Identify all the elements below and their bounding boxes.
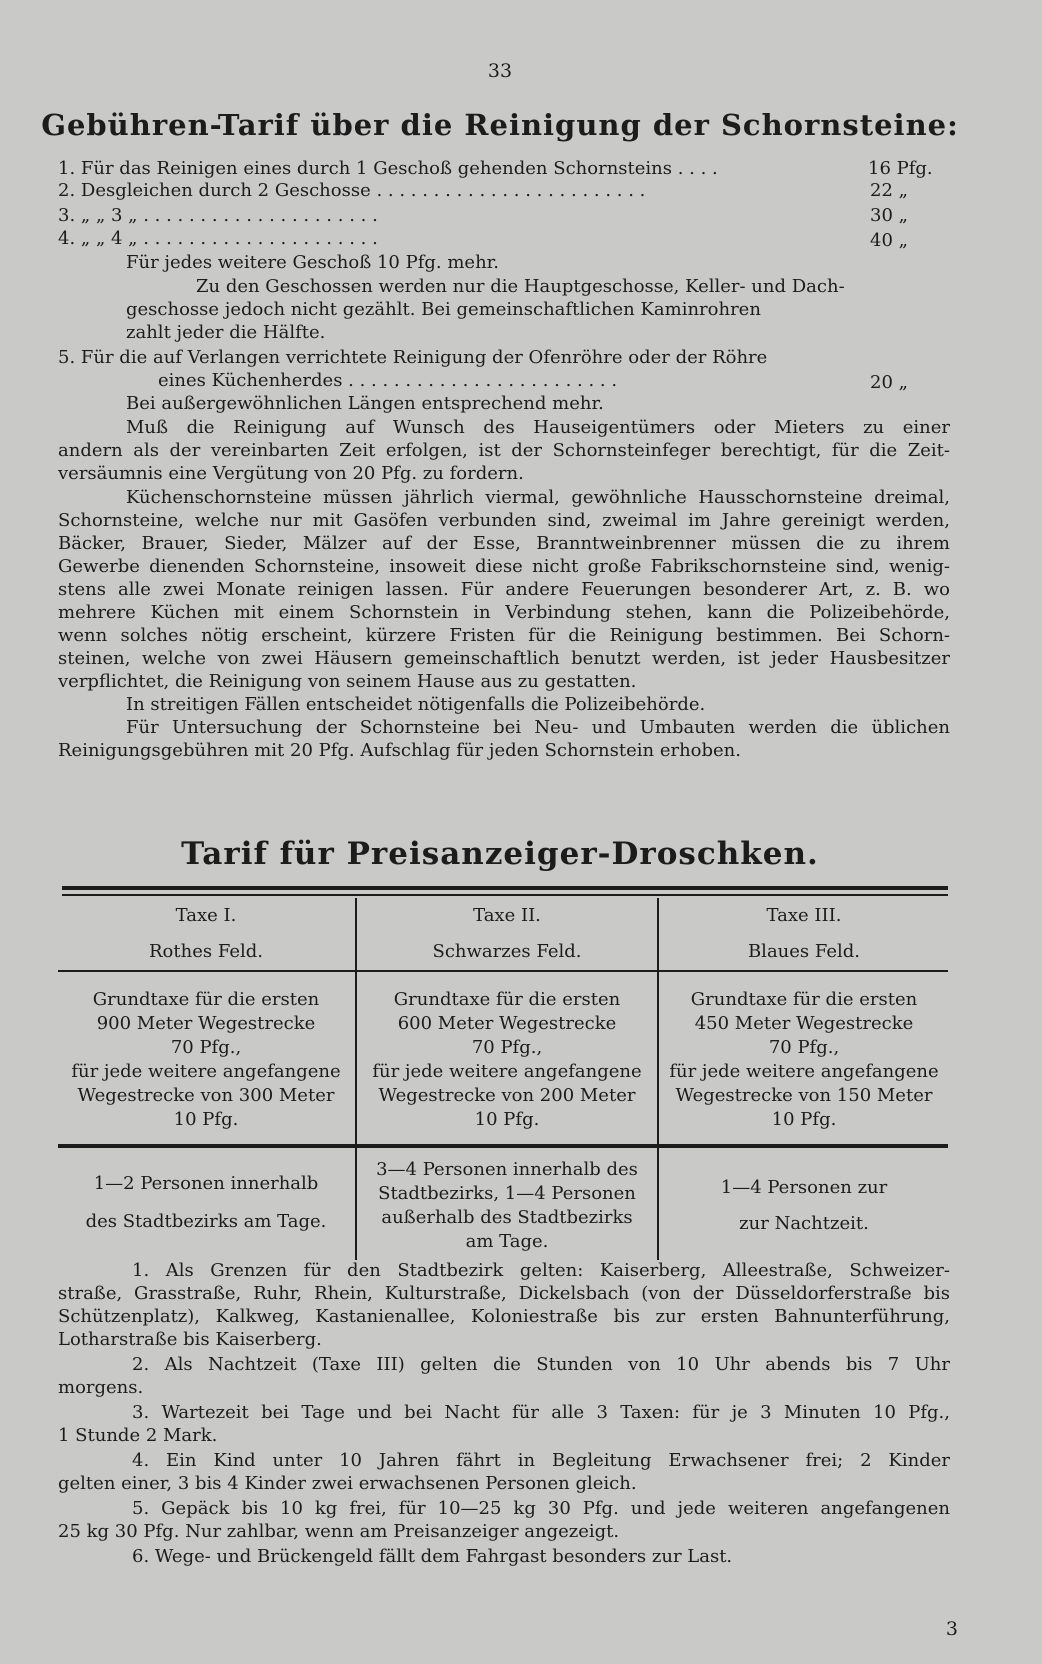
- personen-3-line-2: zur Nachtzeit.: [739, 1213, 869, 1234]
- table-middle-rule: [58, 1144, 948, 1148]
- personen-2-line-3: außerhalb des Stadtbezirks: [381, 1207, 633, 1228]
- note-1-line-1: 1. Als Grenzen für den Stadtbezirk gelten: Kaiserberg, Alleestraße, Schweizer-: [132, 1260, 950, 1281]
- grundtaxe-2-line-2: 600 Meter Wegestrecke: [397, 1013, 617, 1034]
- tarif-note-line-1: Zu den Geschossen werden nur die Hauptgeschosse, Keller- und Dach-: [196, 276, 845, 297]
- header-feld-3: Blaues Feld.: [747, 941, 861, 962]
- tarif-item-4: 4. „ „ 4 „ . . . . . . . . . . . . . . . . . . . . .: [58, 228, 378, 249]
- para-2-line-5: stens alle zwei Monate reinigen lassen. Für andere Feuerungen besonderer Art, z. B. wo: [58, 579, 950, 600]
- grundtaxe-1-line-3: 70 Pfg.,: [170, 1037, 242, 1058]
- grundtaxe-2-line-4: für jede weitere angefangene: [372, 1061, 642, 1082]
- personen-1-line-1: 1—2 Personen innerhalb: [93, 1173, 319, 1194]
- tarif-item-5: 5. Für die auf Verlangen verrichtete Reinigung der Ofenröhre oder der Röhre: [58, 347, 768, 368]
- note-2-line-2: morgens.: [58, 1377, 144, 1398]
- note-3-line-1: 3. Wartezeit bei Tage und bei Nacht für alle 3 Taxen: für je 3 Minuten 10 Pfg.,: [132, 1402, 950, 1423]
- tarif-item-5-note: Bei außergewöhnlichen Längen entsprechend mehr.: [126, 393, 604, 414]
- tarif-note-line-3: zahlt jeder die Hälfte.: [126, 322, 326, 343]
- para-4-line-1: Für Untersuchung der Schornsteine bei Neu- und Umbauten werden die üblichen: [126, 717, 950, 738]
- para-3-line-1: In streitigen Fällen entscheidet nötigenfalls die Polizeibehörde.: [126, 694, 706, 715]
- tarif-price-2: 22 „: [870, 180, 908, 201]
- note-4-line-2: gelten einer, 3 bis 4 Kinder zwei erwachsenen Personen gleich.: [58, 1473, 637, 1494]
- table-top-rule: [62, 886, 948, 890]
- title-droschken-tarif: Tarif für Preisanzeiger-Droschken.: [181, 836, 819, 872]
- personen-3-line-1: 1—4 Personen zur: [720, 1177, 888, 1198]
- note-3-line-2: 1 Stunde 2 Mark.: [58, 1425, 218, 1446]
- grundtaxe-2-line-5: Wegestrecke von 200 Meter: [378, 1085, 636, 1106]
- grundtaxe-1-line-5: Wegestrecke von 300 Meter: [77, 1085, 335, 1106]
- grundtaxe-1-line-1: Grundtaxe für die ersten: [92, 989, 320, 1010]
- para-2-line-3: Bäcker, Brauer, Sieder, Mälzer auf der Esse, Branntweinbrenner müssen die zu ihrem: [58, 533, 950, 554]
- tarif-price-5: 20 „: [870, 372, 908, 393]
- note-5-line-2: 25 kg 30 Pfg. Nur zahlbar, wenn am Preisanzeiger angezeigt.: [58, 1521, 620, 1542]
- tarif-item-2: 2. Desgleichen durch 2 Geschosse . . . . . . . . . . . . . . . . . . . . . . . .: [58, 180, 646, 201]
- tarif-price-1: 16 Pfg.: [868, 158, 933, 179]
- header-feld-2: Schwarzes Feld.: [432, 941, 582, 962]
- footer-number: 3: [945, 1618, 958, 1640]
- note-4-line-1: 4. Ein Kind unter 10 Jahren fährt in Begleitung Erwachsener frei; 2 Kinder: [132, 1450, 950, 1471]
- header-taxe-3: Taxe III.: [766, 905, 842, 926]
- personen-2-line-1: 3—4 Personen innerhalb des: [376, 1159, 638, 1180]
- note-1-line-2: straße, Grasstraße, Ruhr, Rhein, Kulturstraße, Dickelsbach (von der Düsseldorferstraße bis: [58, 1283, 950, 1304]
- table-header-rule: [58, 970, 948, 972]
- para-2-line-2: Schornsteine, welche nur mit Gasöfen verbunden sind, zweimal im Jahre gereinigt werden,: [58, 510, 950, 531]
- para-2-line-8: steinen, welche von zwei Häusern gemeinschaftlich benutzt werden, ist jeder Hausbesitzer: [58, 648, 950, 669]
- header-taxe-2: Taxe II.: [473, 905, 541, 926]
- grundtaxe-1-line-6: 10 Pfg.: [173, 1109, 239, 1130]
- grundtaxe-2-line-3: 70 Pfg.,: [471, 1037, 543, 1058]
- note-5-line-1: 5. Gepäck bis 10 kg frei, für 10—25 kg 30 Pfg. und jede weiteren angefangenen: [132, 1498, 950, 1519]
- title-schornstein-tarif: Gebühren-Tarif über die Reinigung der Schornsteine:: [41, 108, 959, 142]
- note-1-line-3: Schützenplatz), Kalkweg, Kastanienallee, Koloniestraße bis zur ersten Bahnunterführung,: [58, 1306, 950, 1327]
- note-2-line-1: 2. Als Nachtzeit (Taxe III) gelten die Stunden von 10 Uhr abends bis 7 Uhr: [132, 1354, 950, 1375]
- grundtaxe-3-line-4: für jede weitere angefangene: [669, 1061, 939, 1082]
- tarif-jedes: Für jedes weitere Geschoß 10 Pfg. mehr.: [126, 252, 500, 273]
- header-taxe-1: Taxe I.: [175, 905, 237, 926]
- grundtaxe-3-line-6: 10 Pfg.: [771, 1109, 837, 1130]
- personen-2-line-2: Stadtbezirks, 1—4 Personen: [378, 1183, 636, 1204]
- tarif-item-3: 3. „ „ 3 „ . . . . . . . . . . . . . . . . . . . . .: [58, 205, 378, 226]
- grundtaxe-1-line-4: für jede weitere angefangene: [71, 1061, 341, 1082]
- para-1-line-2: andern als der vereinbarten Zeit erfolgen, ist der Schornsteinfeger berechtigt, für die Zeit-: [58, 440, 950, 461]
- grundtaxe-3-line-5: Wegestrecke von 150 Meter: [675, 1085, 933, 1106]
- para-1-line-1: Muß die Reinigung auf Wunsch des Hauseigentümers oder Mieters zu einer: [126, 417, 950, 438]
- grundtaxe-2-line-6: 10 Pfg.: [474, 1109, 540, 1130]
- header-feld-1: Rothes Feld.: [149, 941, 263, 962]
- para-2-line-1: Küchenschornsteine müssen jährlich viermal, gewöhnliche Hausschornsteine dreimal,: [126, 487, 950, 508]
- para-4-line-2: Reinigungsgebühren mit 20 Pfg. Aufschlag für jeden Schornstein erhoben.: [58, 740, 741, 761]
- grundtaxe-2-line-1: Grundtaxe für die ersten: [393, 989, 621, 1010]
- personen-2-line-4: am Tage.: [465, 1231, 549, 1252]
- grundtaxe-3-line-2: 450 Meter Wegestrecke: [694, 1013, 914, 1034]
- tarif-item-1: 1. Für das Reinigen eines durch 1 Geschoß gehenden Schornsteins . . . .: [58, 158, 718, 179]
- grundtaxe-3-line-3: 70 Pfg.,: [768, 1037, 840, 1058]
- note-6-line-1: 6. Wege- und Brückengeld fällt dem Fahrgast besonders zur Last.: [132, 1546, 733, 1567]
- para-2-line-4: Gewerbe dienenden Schornsteine, insoweit diese nicht große Fabrikschornsteine sind, wenig-: [58, 556, 950, 577]
- tarif-note-line-2: geschosse jedoch nicht gezählt. Bei gemeinschaftlichen Kaminrohren: [126, 299, 761, 320]
- grundtaxe-1-line-2: 900 Meter Wegestrecke: [96, 1013, 316, 1034]
- para-2-line-6: mehrere Küchen mit einem Schornstein in Verbindung stehen, kann die Polizeibehörde,: [58, 602, 950, 623]
- tarif-item-5-cont: eines Küchenherdes . . . . . . . . . . . . . . . . . . . . . . . .: [158, 370, 618, 391]
- para-1-line-3: versäumnis eine Vergütung von 20 Pfg. zu fordern.: [58, 463, 524, 484]
- para-2-line-9: verpflichtet, die Reinigung von seinem Hause aus zu gestatten.: [58, 671, 637, 692]
- tarif-price-3: 30 „: [870, 205, 908, 226]
- para-2-line-7: wenn solches nötig erscheint, kürzere Fristen für die Reinigung bestimmen. Bei Schorn-: [58, 625, 950, 646]
- table-top-rule-thin: [62, 894, 948, 896]
- note-1-line-4: Lotharstraße bis Kaiserberg.: [58, 1329, 322, 1350]
- tarif-price-4: 40 „: [870, 230, 908, 251]
- grundtaxe-3-line-1: Grundtaxe für die ersten: [690, 989, 918, 1010]
- personen-1-line-2: des Stadtbezirks am Tage.: [85, 1211, 327, 1232]
- page-number: 33: [487, 60, 513, 82]
